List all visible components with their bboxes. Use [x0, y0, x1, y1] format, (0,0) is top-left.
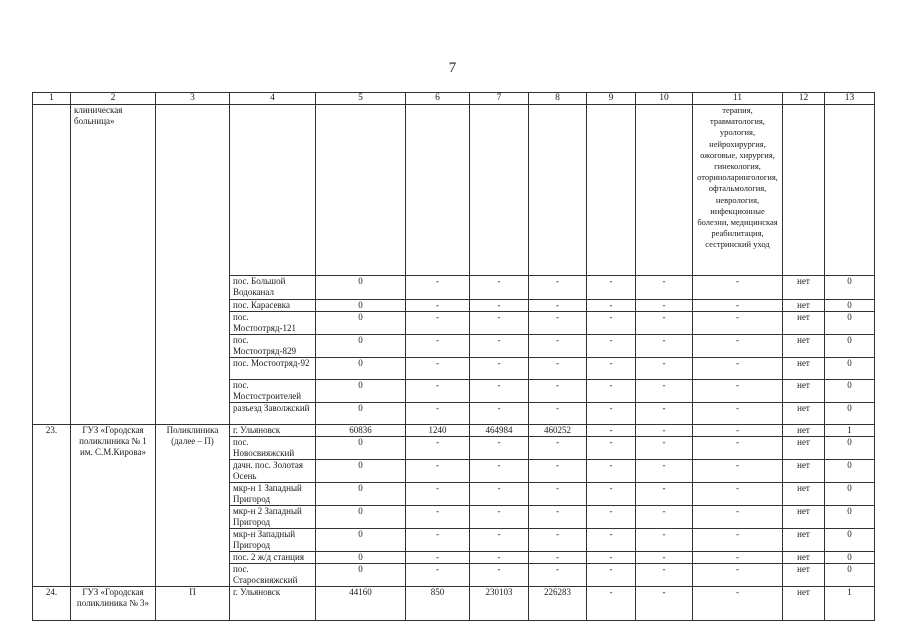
value-cell-c7: - — [470, 312, 529, 335]
table-cell — [316, 105, 406, 276]
value-cell-c8: - — [529, 529, 587, 552]
value-cell-c11: - — [693, 380, 783, 403]
entry-number: 24. — [33, 587, 71, 621]
value-cell-c7: - — [470, 483, 529, 506]
settlement-name: пос. Мостоотряд-121 — [230, 312, 316, 335]
value-cell-c13: 0 — [825, 335, 875, 358]
value-cell-c13: 0 — [825, 506, 875, 529]
value-cell-c7: - — [470, 335, 529, 358]
value-cell-c5: 0 — [316, 403, 406, 425]
value-cell-c13: 0 — [825, 552, 875, 564]
entry-number: 23. — [33, 425, 71, 587]
value-cell-c8: - — [529, 437, 587, 460]
value-cell-c5: 0 — [316, 335, 406, 358]
table-cell — [825, 105, 875, 276]
value-cell-c6: - — [406, 312, 470, 335]
value-cell-c13: 0 — [825, 564, 875, 587]
value-cell-c11: - — [693, 276, 783, 300]
table-row — [33, 425, 875, 437]
value-cell-c8: - — [529, 460, 587, 483]
value-cell-c10: - — [636, 300, 693, 312]
value-cell-c10: - — [636, 437, 693, 460]
table-cell — [529, 105, 587, 276]
value-cell-c8: - — [529, 358, 587, 380]
value-cell-c7: - — [470, 403, 529, 425]
value-cell-c11: - — [693, 358, 783, 380]
value-cell-c12: нет — [783, 276, 825, 300]
value-cell-c12: нет — [783, 587, 825, 621]
settlement-name: мкр-н Западный Пригород — [230, 529, 316, 552]
column-header-row — [33, 93, 875, 105]
value-cell-c5: 0 — [316, 483, 406, 506]
value-cell-c6: - — [406, 300, 470, 312]
value-cell-c11: - — [693, 460, 783, 483]
value-cell-c5: 0 — [316, 564, 406, 587]
value-cell-c13: 0 — [825, 403, 875, 425]
value-cell-c12: нет — [783, 380, 825, 403]
value-cell-c11: - — [693, 300, 783, 312]
value-cell-c10: - — [636, 380, 693, 403]
value-cell-c13: 0 — [825, 529, 875, 552]
value-cell-c6: - — [406, 552, 470, 564]
value-cell-c11: - — [693, 506, 783, 529]
settlement-name: пос. Большой Водоканал — [230, 276, 316, 300]
specialties-list: терапия, травматология, урология, нейрохирургия, ожоговые, хирургия, гинекология, оториноларингология, офтальмология, неврология, инфекционные болезни, медицинская реабилитация, сестринский уход — [693, 105, 783, 276]
value-cell-c6: - — [406, 564, 470, 587]
value-cell-c11: - — [693, 312, 783, 335]
value-cell-c13: 0 — [825, 312, 875, 335]
value-cell-c10: - — [636, 425, 693, 437]
value-cell-c13: 0 — [825, 276, 875, 300]
value-cell-c9: - — [587, 552, 636, 564]
value-cell-c10: - — [636, 529, 693, 552]
value-cell-c9: - — [587, 460, 636, 483]
value-cell-c7: - — [470, 437, 529, 460]
column-header: 8 — [529, 93, 587, 105]
value-cell-c8: - — [529, 276, 587, 300]
value-cell-c11: - — [693, 437, 783, 460]
value-cell-c9: - — [587, 483, 636, 506]
value-cell-c9: - — [587, 587, 636, 621]
value-cell-c6: - — [406, 335, 470, 358]
column-header: 9 — [587, 93, 636, 105]
facility-type: Поликлиника (далее – П) — [156, 425, 230, 587]
value-cell-c13: 1 — [825, 425, 875, 437]
value-cell-c7: 230103 — [470, 587, 529, 621]
value-cell-c9: - — [587, 335, 636, 358]
value-cell-c6: - — [406, 276, 470, 300]
value-cell-c9: - — [587, 506, 636, 529]
value-cell-c11: - — [693, 552, 783, 564]
value-cell-c5: 0 — [316, 506, 406, 529]
value-cell-c8: - — [529, 506, 587, 529]
value-cell-c7: - — [470, 460, 529, 483]
facility-type — [156, 105, 230, 425]
value-cell-c12: нет — [783, 460, 825, 483]
value-cell-c9: - — [587, 425, 636, 437]
value-cell-c7: - — [470, 506, 529, 529]
column-header: 11 — [693, 93, 783, 105]
column-header: 4 — [230, 93, 316, 105]
facility-type: П — [156, 587, 230, 621]
value-cell-c8: - — [529, 552, 587, 564]
value-cell-c11: - — [693, 529, 783, 552]
table-cell — [230, 105, 316, 276]
value-cell-c10: - — [636, 276, 693, 300]
value-cell-c5: 44160 — [316, 587, 406, 621]
column-header: 2 — [71, 93, 156, 105]
value-cell-c6: - — [406, 460, 470, 483]
value-cell-c7: - — [470, 564, 529, 587]
value-cell-c9: - — [587, 300, 636, 312]
value-cell-c8: 460252 — [529, 425, 587, 437]
value-cell-c10: - — [636, 564, 693, 587]
value-cell-c10: - — [636, 358, 693, 380]
value-cell-c7: - — [470, 380, 529, 403]
column-header: 6 — [406, 93, 470, 105]
value-cell-c8: - — [529, 300, 587, 312]
facility-name: ГУЗ «Городская поликлиника № 3» — [71, 587, 156, 621]
value-cell-c11: - — [693, 483, 783, 506]
value-cell-c11: - — [693, 564, 783, 587]
value-cell-c9: - — [587, 564, 636, 587]
value-cell-c12: нет — [783, 312, 825, 335]
value-cell-c9: - — [587, 358, 636, 380]
value-cell-c7: - — [470, 552, 529, 564]
value-cell-c6: - — [406, 380, 470, 403]
value-cell-c7: - — [470, 300, 529, 312]
value-cell-c5: 0 — [316, 300, 406, 312]
table-cell — [587, 105, 636, 276]
value-cell-c5: 0 — [316, 552, 406, 564]
value-cell-c12: нет — [783, 358, 825, 380]
value-cell-c12: нет — [783, 564, 825, 587]
page-number: 7 — [448, 60, 457, 76]
value-cell-c5: 0 — [316, 358, 406, 380]
settlement-name: пос. 2 ж/д станция — [230, 552, 316, 564]
column-header: 13 — [825, 93, 875, 105]
value-cell-c10: - — [636, 312, 693, 335]
settlement-name: мкр-н 2 Западный Пригород — [230, 506, 316, 529]
value-cell-c13: 0 — [825, 380, 875, 403]
value-cell-c9: - — [587, 312, 636, 335]
value-cell-c13: 0 — [825, 300, 875, 312]
value-cell-c6: - — [406, 437, 470, 460]
value-cell-c7: - — [470, 358, 529, 380]
settlement-name: пос. Мостоотряд-829 — [230, 335, 316, 358]
value-cell-c11: - — [693, 335, 783, 358]
value-cell-c8: - — [529, 335, 587, 358]
settlement-name: пос. Новосвияжский — [230, 437, 316, 460]
settlement-name: разъезд Заволжский — [230, 403, 316, 425]
value-cell-c5: 0 — [316, 312, 406, 335]
value-cell-c13: 0 — [825, 483, 875, 506]
value-cell-c9: - — [587, 437, 636, 460]
value-cell-c12: нет — [783, 529, 825, 552]
column-header: 3 — [156, 93, 230, 105]
table-cell — [470, 105, 529, 276]
medical-facilities-table — [32, 92, 875, 621]
value-cell-c12: нет — [783, 300, 825, 312]
value-cell-c13: 0 — [825, 437, 875, 460]
value-cell-c5: 0 — [316, 460, 406, 483]
value-cell-c5: 60836 — [316, 425, 406, 437]
facility-name: ГУЗ «Городская поликлиника № 1 им. С.М.Кирова» — [71, 425, 156, 587]
value-cell-c9: - — [587, 276, 636, 300]
value-cell-c11: - — [693, 587, 783, 621]
value-cell-c13: 0 — [825, 460, 875, 483]
value-cell-c7: 464984 — [470, 425, 529, 437]
settlement-name: пос. Карасевка — [230, 300, 316, 312]
value-cell-c6: - — [406, 506, 470, 529]
column-header: 1 — [33, 93, 71, 105]
settlement-name: дачн. пос. Золотая Осень — [230, 460, 316, 483]
value-cell-c12: нет — [783, 425, 825, 437]
value-cell-c8: - — [529, 312, 587, 335]
value-cell-c5: 0 — [316, 380, 406, 403]
value-cell-c6: 1240 — [406, 425, 470, 437]
settlement-name: мкр-н 1 Западный Пригород — [230, 483, 316, 506]
value-cell-c10: - — [636, 460, 693, 483]
value-cell-c5: 0 — [316, 437, 406, 460]
column-header: 7 — [470, 93, 529, 105]
column-header: 5 — [316, 93, 406, 105]
settlement-name: пос. Мостостроителей — [230, 380, 316, 403]
value-cell-c6: - — [406, 483, 470, 506]
settlement-name: пос. Мостоотряд-92 — [230, 358, 316, 380]
value-cell-c8: - — [529, 380, 587, 403]
value-cell-c10: - — [636, 335, 693, 358]
value-cell-c8: - — [529, 483, 587, 506]
value-cell-c10: - — [636, 483, 693, 506]
value-cell-c12: нет — [783, 335, 825, 358]
value-cell-c8: - — [529, 403, 587, 425]
value-cell-c11: - — [693, 403, 783, 425]
value-cell-c10: - — [636, 403, 693, 425]
value-cell-c13: 1 — [825, 587, 875, 621]
settlement-name: г. Ульяновск — [230, 587, 316, 621]
table-cell — [33, 105, 71, 425]
continued-entry-row — [33, 105, 875, 276]
settlement-name: г. Ульяновск — [230, 425, 316, 437]
value-cell-c10: - — [636, 552, 693, 564]
value-cell-c6: - — [406, 358, 470, 380]
value-cell-c9: - — [587, 380, 636, 403]
column-header: 10 — [636, 93, 693, 105]
value-cell-c12: нет — [783, 403, 825, 425]
value-cell-c5: 0 — [316, 529, 406, 552]
table-cell — [406, 105, 470, 276]
value-cell-c5: 0 — [316, 276, 406, 300]
table-row — [33, 587, 875, 621]
value-cell-c12: нет — [783, 552, 825, 564]
table-cell — [783, 105, 825, 276]
value-cell-c12: нет — [783, 506, 825, 529]
value-cell-c12: нет — [783, 483, 825, 506]
value-cell-c9: - — [587, 529, 636, 552]
facility-name: клиническая больница» — [71, 105, 156, 425]
value-cell-c13: 0 — [825, 358, 875, 380]
value-cell-c10: - — [636, 587, 693, 621]
value-cell-c6: 850 — [406, 587, 470, 621]
value-cell-c9: - — [587, 403, 636, 425]
table-cell — [636, 105, 693, 276]
value-cell-c7: - — [470, 276, 529, 300]
value-cell-c8: 226283 — [529, 587, 587, 621]
value-cell-c6: - — [406, 529, 470, 552]
value-cell-c10: - — [636, 506, 693, 529]
column-header: 12 — [783, 93, 825, 105]
value-cell-c8: - — [529, 564, 587, 587]
value-cell-c7: - — [470, 529, 529, 552]
value-cell-c12: нет — [783, 437, 825, 460]
value-cell-c11: - — [693, 425, 783, 437]
settlement-name: пос. Старосвияжский — [230, 564, 316, 587]
value-cell-c6: - — [406, 403, 470, 425]
